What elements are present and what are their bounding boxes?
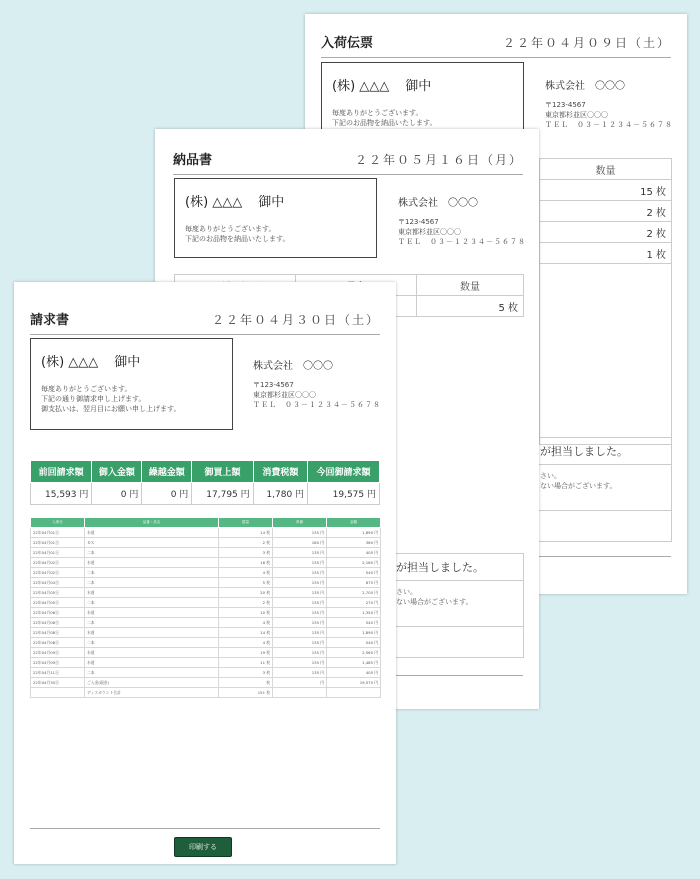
nouhin-note-line: さい。 (396, 588, 417, 596)
table-cell: 水道 (85, 648, 219, 658)
table-cell: 22年04月02日 (31, 568, 85, 578)
table-cell: 二本 (85, 568, 219, 578)
summary-value-tax: 1,780 円 (253, 483, 307, 505)
summary-header-purchase: 御買上額 (192, 461, 253, 483)
table-cell (273, 688, 327, 698)
summary-value-carryover: 0 円 (142, 483, 192, 505)
table-cell: ＤＸ (85, 538, 219, 548)
table-cell: 135 円 (273, 658, 327, 668)
nouhin-company (398, 199, 526, 247)
table-row (31, 638, 381, 648)
table-cell: 4 枚 (219, 638, 273, 648)
nouhin-company-name: 株式会社 〇〇〇 (398, 198, 478, 209)
table-cell: 135 円 (273, 548, 327, 558)
table-cell: 二本 (85, 548, 219, 558)
table-cell: 16 枚 (219, 558, 273, 568)
nyuka-qty-cell: 15 枚 (540, 180, 672, 201)
nyuka-header (321, 32, 671, 58)
table-cell: 675 円 (327, 578, 381, 588)
table-cell: 11 枚 (219, 658, 273, 668)
table-cell (31, 688, 85, 698)
table-cell: 10 枚 (219, 608, 273, 618)
summary-value-payment: 0 円 (92, 483, 142, 505)
table-row (31, 618, 381, 628)
table-cell: 水道 (85, 528, 219, 538)
table-cell: 枚 (219, 678, 273, 688)
nouhin-date: ２２年０５月１６日（月） (354, 153, 523, 167)
nouhin-note-line: ない場合がございます。 (396, 598, 473, 606)
seikyu-line-2: 下記の通り御請求申し上げます。 (41, 395, 146, 403)
table-cell: 19 枚 (219, 648, 273, 658)
table-cell: 水道 (85, 558, 219, 568)
table-cell: 22年04月06日 (31, 618, 85, 628)
seikyu-header (30, 309, 380, 335)
nouhin-note-header: が担当しました。 (156, 554, 523, 581)
table-cell: 19,575 円 (327, 678, 381, 688)
summary-value-previous: 15,593 円 (31, 483, 92, 505)
table-cell: 14 枚 (219, 628, 273, 638)
nyuka-zip: 〒123-4567 (545, 101, 586, 109)
table-row (31, 668, 381, 678)
table-row (31, 528, 381, 538)
table-cell: 14 枚 (219, 528, 273, 538)
nouhin-line-1: 毎度ありがとうございます。 (185, 225, 276, 233)
seikyu-zip: 〒123-4567 (253, 381, 294, 389)
nyuka-qty-cell: 1 枚 (540, 243, 672, 264)
table-row (31, 558, 381, 568)
nyuka-honorific: 御中 (405, 79, 432, 94)
table-cell: 22年04月01日 (31, 528, 85, 538)
table-cell: 270 円 (327, 598, 381, 608)
nyuka-note-line: さい。 (540, 472, 561, 480)
nouhin-line-2: 下記のお品物を納品いたします。 (185, 235, 290, 243)
table-cell: 151 枚 (219, 688, 273, 698)
seikyu-address: 東京都杉並区〇〇〇 (253, 391, 316, 399)
seikyu-company-name: 株式会社 〇〇〇 (253, 361, 333, 372)
detail-header-price: 単価 (273, 518, 327, 528)
seikyu-honorific: 御中 (114, 355, 141, 370)
table-cell: 2 枚 (219, 538, 273, 548)
seikyu-addressee-box (30, 338, 233, 430)
table-cell: 405 円 (327, 668, 381, 678)
nyuka-line-2: 下記のお品物を納品いたします。 (332, 119, 437, 127)
table-cell: 22年04月01日 (31, 538, 85, 548)
nyuka-qty-cell: 2 枚 (540, 222, 672, 243)
table-row (31, 658, 381, 668)
table-row (31, 628, 381, 638)
table-cell: ディスカウント合計 (85, 688, 219, 698)
nyuka-date: ２２年０４月０９日（土） (502, 36, 671, 50)
nyuka-company-name: 株式会社 〇〇〇 (545, 81, 625, 92)
detail-body (31, 528, 381, 698)
table-row (31, 578, 381, 588)
table-cell: 二本 (85, 638, 219, 648)
table-cell: 22年04月11日 (31, 668, 85, 678)
table-row (31, 648, 381, 658)
summary-header-total: 今回御請求額 (308, 461, 380, 483)
table-cell: 135 円 (273, 558, 327, 568)
table-row (31, 548, 381, 558)
seikyu-footer-line (30, 828, 380, 829)
table-cell: 4 枚 (219, 618, 273, 628)
table-cell: 540 円 (327, 618, 381, 628)
table-row (31, 588, 381, 598)
table-cell: 135 円 (273, 528, 327, 538)
table-cell: ご入金(現金) (85, 678, 219, 688)
summary-header-carryover: 繰越金額 (142, 461, 192, 483)
table-cell: 水道 (85, 628, 219, 638)
nyuka-quantity-table (539, 158, 672, 445)
table-cell: 22年04月09日 (31, 658, 85, 668)
nyuka-qty-cell: 2 枚 (540, 201, 672, 222)
table-cell: 22年04月08日 (31, 628, 85, 638)
table-cell: 二本 (85, 618, 219, 628)
table-cell: 135 円 (273, 578, 327, 588)
nyuka-title: 入荷伝票 (321, 36, 374, 51)
table-row (31, 608, 381, 618)
nouhin-zip: 〒123-4567 (398, 218, 439, 226)
table-cell: 2,565 円 (327, 648, 381, 658)
seikyu-line-3: 御支払いは、翌月目にお願い申し上げます。 (41, 405, 181, 413)
summary-value-purchase: 17,795 円 (192, 483, 253, 505)
table-cell: 1,350 円 (327, 608, 381, 618)
table-cell: 135 円 (273, 608, 327, 618)
table-cell: 22年04月08日 (31, 638, 85, 648)
nouhin-col-qty: 数量 (417, 275, 524, 296)
nouhin-qty-cell: 5 枚 (417, 296, 524, 317)
seikyu-detail-table (30, 517, 381, 698)
nyuka-note-line: ない場合がございます。 (540, 482, 617, 490)
table-row (31, 678, 381, 688)
table-cell: 22年04月05日 (31, 588, 85, 598)
table-cell: 二本 (85, 578, 219, 588)
table-cell: 円 (273, 678, 327, 688)
seikyusho-page (14, 282, 396, 864)
table-cell: 405 円 (327, 548, 381, 558)
nyuka-addressee: (株) △△△ (332, 79, 390, 94)
table-cell: 4 枚 (219, 568, 273, 578)
table-cell (327, 688, 381, 698)
nyuka-qty-empty (540, 264, 672, 445)
nouhin-address: 東京都杉並区〇〇〇 (398, 228, 461, 236)
table-cell: 二本 (85, 598, 219, 608)
seikyu-addressee: (株) △△△ (41, 355, 99, 370)
seikyu-line-1: 毎度ありがとうございます。 (41, 385, 132, 393)
table-cell: 3 枚 (219, 668, 273, 678)
table-cell: 180 円 (273, 538, 327, 548)
table-cell: 5 枚 (219, 578, 273, 588)
table-cell: 水道 (85, 608, 219, 618)
table-cell: 2 枚 (219, 598, 273, 608)
nyuka-company (545, 82, 673, 130)
seikyu-company (253, 362, 381, 410)
table-cell: 360 円 (327, 538, 381, 548)
nouhin-addressee-box (174, 178, 377, 258)
nouhin-honorific: 御中 (258, 195, 285, 210)
table-cell: 22年04月02日 (31, 558, 85, 568)
table-cell: 水道 (85, 658, 219, 668)
table-cell: 1,890 円 (327, 628, 381, 638)
nyuka-line-1: 毎度ありがとうございます。 (332, 109, 423, 117)
nyuka-tel: ＴＥＬ ０３－１２３４－５６７８ (545, 121, 673, 129)
detail-header-qty: 数量 (219, 518, 273, 528)
nouhin-tel: ＴＥＬ ０３－１２３４－５６７８ (398, 238, 526, 246)
table-cell: 135 円 (273, 598, 327, 608)
nyuka-qty-header: 数量 (540, 159, 672, 180)
table-cell: 135 円 (273, 648, 327, 658)
table-cell: 540 円 (327, 568, 381, 578)
summary-header-payment: 御入金額 (92, 461, 142, 483)
detail-header-item: 品番・品名 (85, 518, 219, 528)
table-cell: 2,160 円 (327, 558, 381, 568)
nouhin-title: 納品書 (173, 153, 213, 168)
table-row (31, 538, 381, 548)
table-row (31, 568, 381, 578)
table-cell: 22年04月06日 (31, 608, 85, 618)
table-cell: 20 枚 (219, 588, 273, 598)
summary-header-previous: 前回請求額 (31, 461, 92, 483)
seikyu-summary-table (30, 460, 380, 505)
table-cell: 水道 (85, 588, 219, 598)
table-cell: 135 円 (273, 668, 327, 678)
table-cell: 3 枚 (219, 548, 273, 558)
table-cell: 135 円 (273, 588, 327, 598)
table-cell: 22年04月05日 (31, 598, 85, 608)
table-cell: 135 円 (273, 628, 327, 638)
table-cell: 1,890 円 (327, 528, 381, 538)
nyuka-address: 東京都杉並区〇〇〇 (545, 111, 608, 119)
table-cell: 二本 (85, 668, 219, 678)
nyuka-note-header: が担当しました。 (306, 438, 671, 465)
table-row (31, 598, 381, 608)
table-cell: 22年04月01日 (31, 548, 85, 558)
table-row (31, 688, 381, 698)
table-cell: 135 円 (273, 638, 327, 648)
table-cell: 135 円 (273, 568, 327, 578)
seikyu-tel: ＴＥＬ ０３－１２３４－５６７８ (253, 401, 381, 409)
table-cell: 1,485 円 (327, 658, 381, 668)
detail-header-date: 入荷日 (31, 518, 85, 528)
seikyu-title: 請求書 (30, 313, 70, 328)
table-cell: 2,700 円 (327, 588, 381, 598)
table-cell: 135 円 (273, 618, 327, 628)
table-cell: 22年04月04日 (31, 578, 85, 588)
table-cell: 22年04月09日 (31, 648, 85, 658)
table-cell: 22年04月30日 (31, 678, 85, 688)
table-cell: 540 円 (327, 638, 381, 648)
nouhin-addressee: (株) △△△ (185, 195, 243, 210)
summary-value-total: 19,575 円 (308, 483, 380, 505)
detail-header-amount: 金額 (327, 518, 381, 528)
summary-header-tax: 消費税額 (253, 461, 307, 483)
seikyu-date: ２２年０４月３０日（土） (211, 313, 380, 327)
nouhin-header (173, 149, 523, 175)
print-button[interactable]: 印刷する (174, 837, 232, 857)
